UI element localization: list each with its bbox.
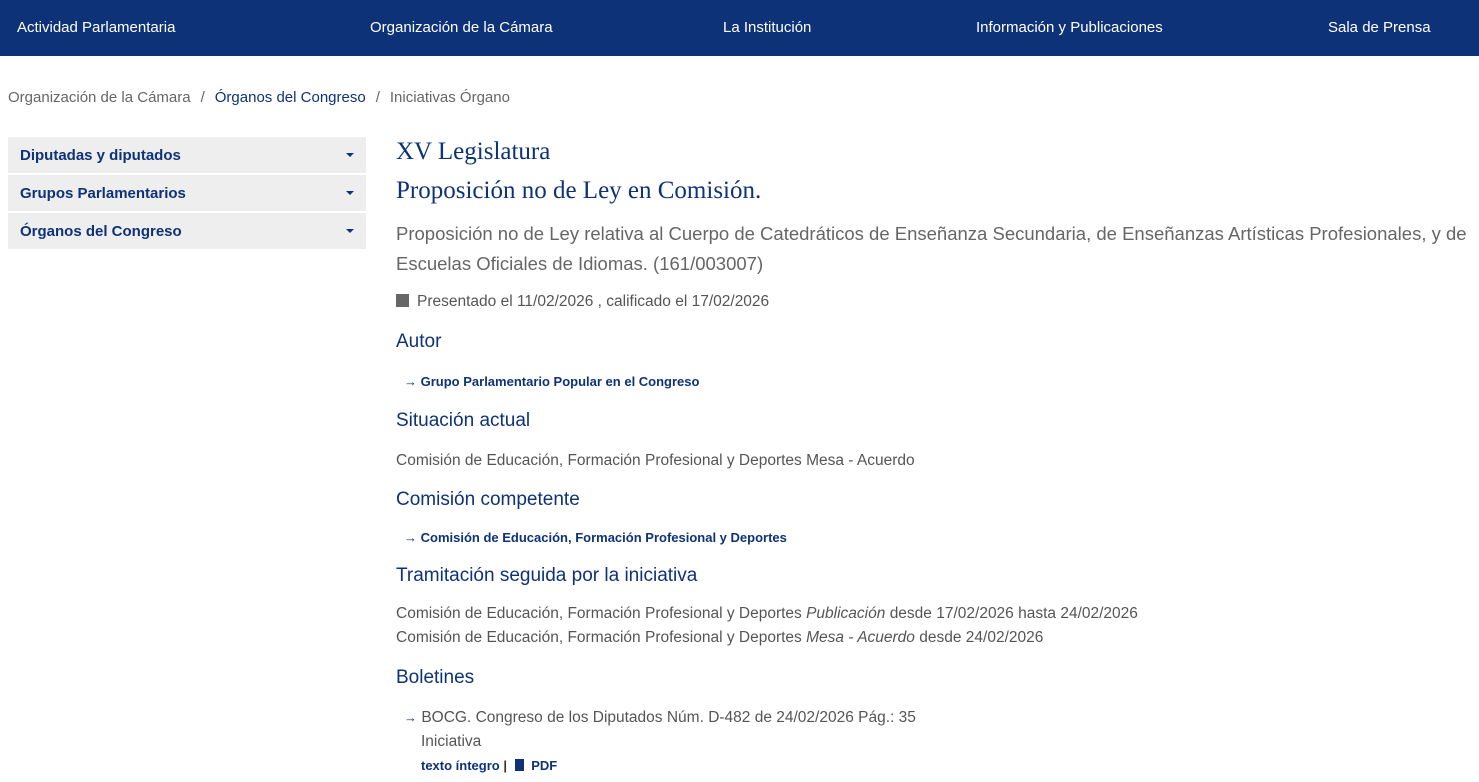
caret-down-icon bbox=[346, 191, 354, 195]
separator: | bbox=[503, 758, 507, 773]
comision-heading: Comisión competente bbox=[396, 489, 580, 510]
comision-text: Comisión de Educación, Formación Profesional y Deportes bbox=[420, 530, 787, 545]
tramitacion-stage: Mesa - Acuerdo bbox=[806, 629, 915, 646]
autor-link[interactable]: → Grupo Parlamentario Popular en el Congreso bbox=[404, 374, 700, 389]
situacion-text: Comisión de Educación, Formación Profesional y Deportes Mesa - Acuerdo bbox=[396, 452, 915, 469]
breadcrumb-organizacion[interactable]: Organización de la Cámara bbox=[8, 89, 191, 106]
autor-text: Grupo Parlamentario Popular en el Congreso bbox=[420, 374, 700, 389]
nav-institucion[interactable]: La Institución bbox=[723, 19, 812, 36]
tramitacion-org: Comisión de Educación, Formación Profesional y Deportes bbox=[396, 605, 802, 622]
sidebar bbox=[8, 137, 366, 251]
sidebar-item-diputados[interactable] bbox=[8, 137, 366, 173]
boletin-text: BOCG. Congreso de los Diputados Núm. D-482 de 24/02/2026 Pág.: 35 bbox=[421, 709, 916, 726]
dates bbox=[396, 293, 769, 311]
boletin-links bbox=[421, 758, 557, 773]
tramitacion-heading: Tramitación seguida por la iniciativa bbox=[396, 565, 698, 586]
nav-sala-prensa[interactable]: Sala de Prensa bbox=[1328, 19, 1431, 36]
tramitacion-org: Comisión de Educación, Formación Profesional y Deportes bbox=[396, 629, 802, 646]
tramitacion-stage: Publicación bbox=[806, 605, 886, 622]
boletin-subtitle: Iniciativa bbox=[421, 733, 482, 750]
pdf-icon bbox=[515, 759, 524, 771]
sidebar-item-grupos[interactable] bbox=[8, 175, 366, 211]
tramitacion-row bbox=[396, 629, 1043, 647]
situacion-heading: Situación actual bbox=[396, 410, 531, 431]
tramitacion-row bbox=[396, 605, 1138, 623]
breadcrumb-current: Iniciativas Órgano bbox=[389, 89, 510, 106]
boletines-heading: Boletines bbox=[396, 667, 475, 688]
pdf-link[interactable]: PDF bbox=[531, 758, 558, 773]
dates-text: Presentado el 11/02/2026 , calificado el 17/02/2026 bbox=[417, 293, 770, 310]
sidebar-label: Órganos del Congreso bbox=[20, 222, 182, 240]
nav-informacion[interactable]: Información y Publicaciones bbox=[976, 19, 1163, 36]
tramitacion-dates: desde 17/02/2026 hasta 24/02/2026 bbox=[889, 605, 1138, 622]
sidebar-item-organos[interactable] bbox=[8, 213, 366, 249]
sidebar-label: Diputadas y diputados bbox=[20, 146, 181, 164]
tramitacion-dates: desde 24/02/2026 bbox=[919, 629, 1044, 646]
texto-integro-link[interactable]: texto íntegro bbox=[421, 758, 500, 773]
nav-actividad[interactable]: Actividad Parlamentaria bbox=[17, 19, 176, 36]
boletin-item bbox=[404, 709, 916, 727]
breadcrumb-organos[interactable]: Órganos del Congreso bbox=[214, 89, 366, 106]
caret-down-icon bbox=[346, 229, 354, 233]
comision-link[interactable]: → Comisión de Educación, Formación Profesional y Deportes bbox=[404, 530, 787, 545]
caret-down-icon bbox=[346, 153, 354, 157]
sidebar-label: Grupos Parlamentarios bbox=[20, 184, 186, 202]
autor-heading: Autor bbox=[396, 331, 442, 352]
legislature: XV Legislatura bbox=[396, 138, 551, 165]
nav-organizacion[interactable]: Organización de la Cámara bbox=[370, 19, 553, 36]
arrow-right-icon: → bbox=[404, 710, 417, 725]
initiative-title: Proposición no de Ley relativa al Cuerpo de Catedráticos de Enseñanza Secundaria, de Enseñanzas Artísticas Profesionales, y de Escuelas Oficiales de Idiomas. (161/003007) bbox=[396, 223, 1467, 274]
top-nav bbox=[0, 0, 1479, 56]
initiative-type: Proposición no de Ley en Comisión. bbox=[396, 177, 762, 204]
breadcrumb: Organización de la Cámara / Órganos del Congreso / Iniciativas Órgano bbox=[8, 89, 510, 106]
calendar-icon bbox=[396, 294, 409, 307]
